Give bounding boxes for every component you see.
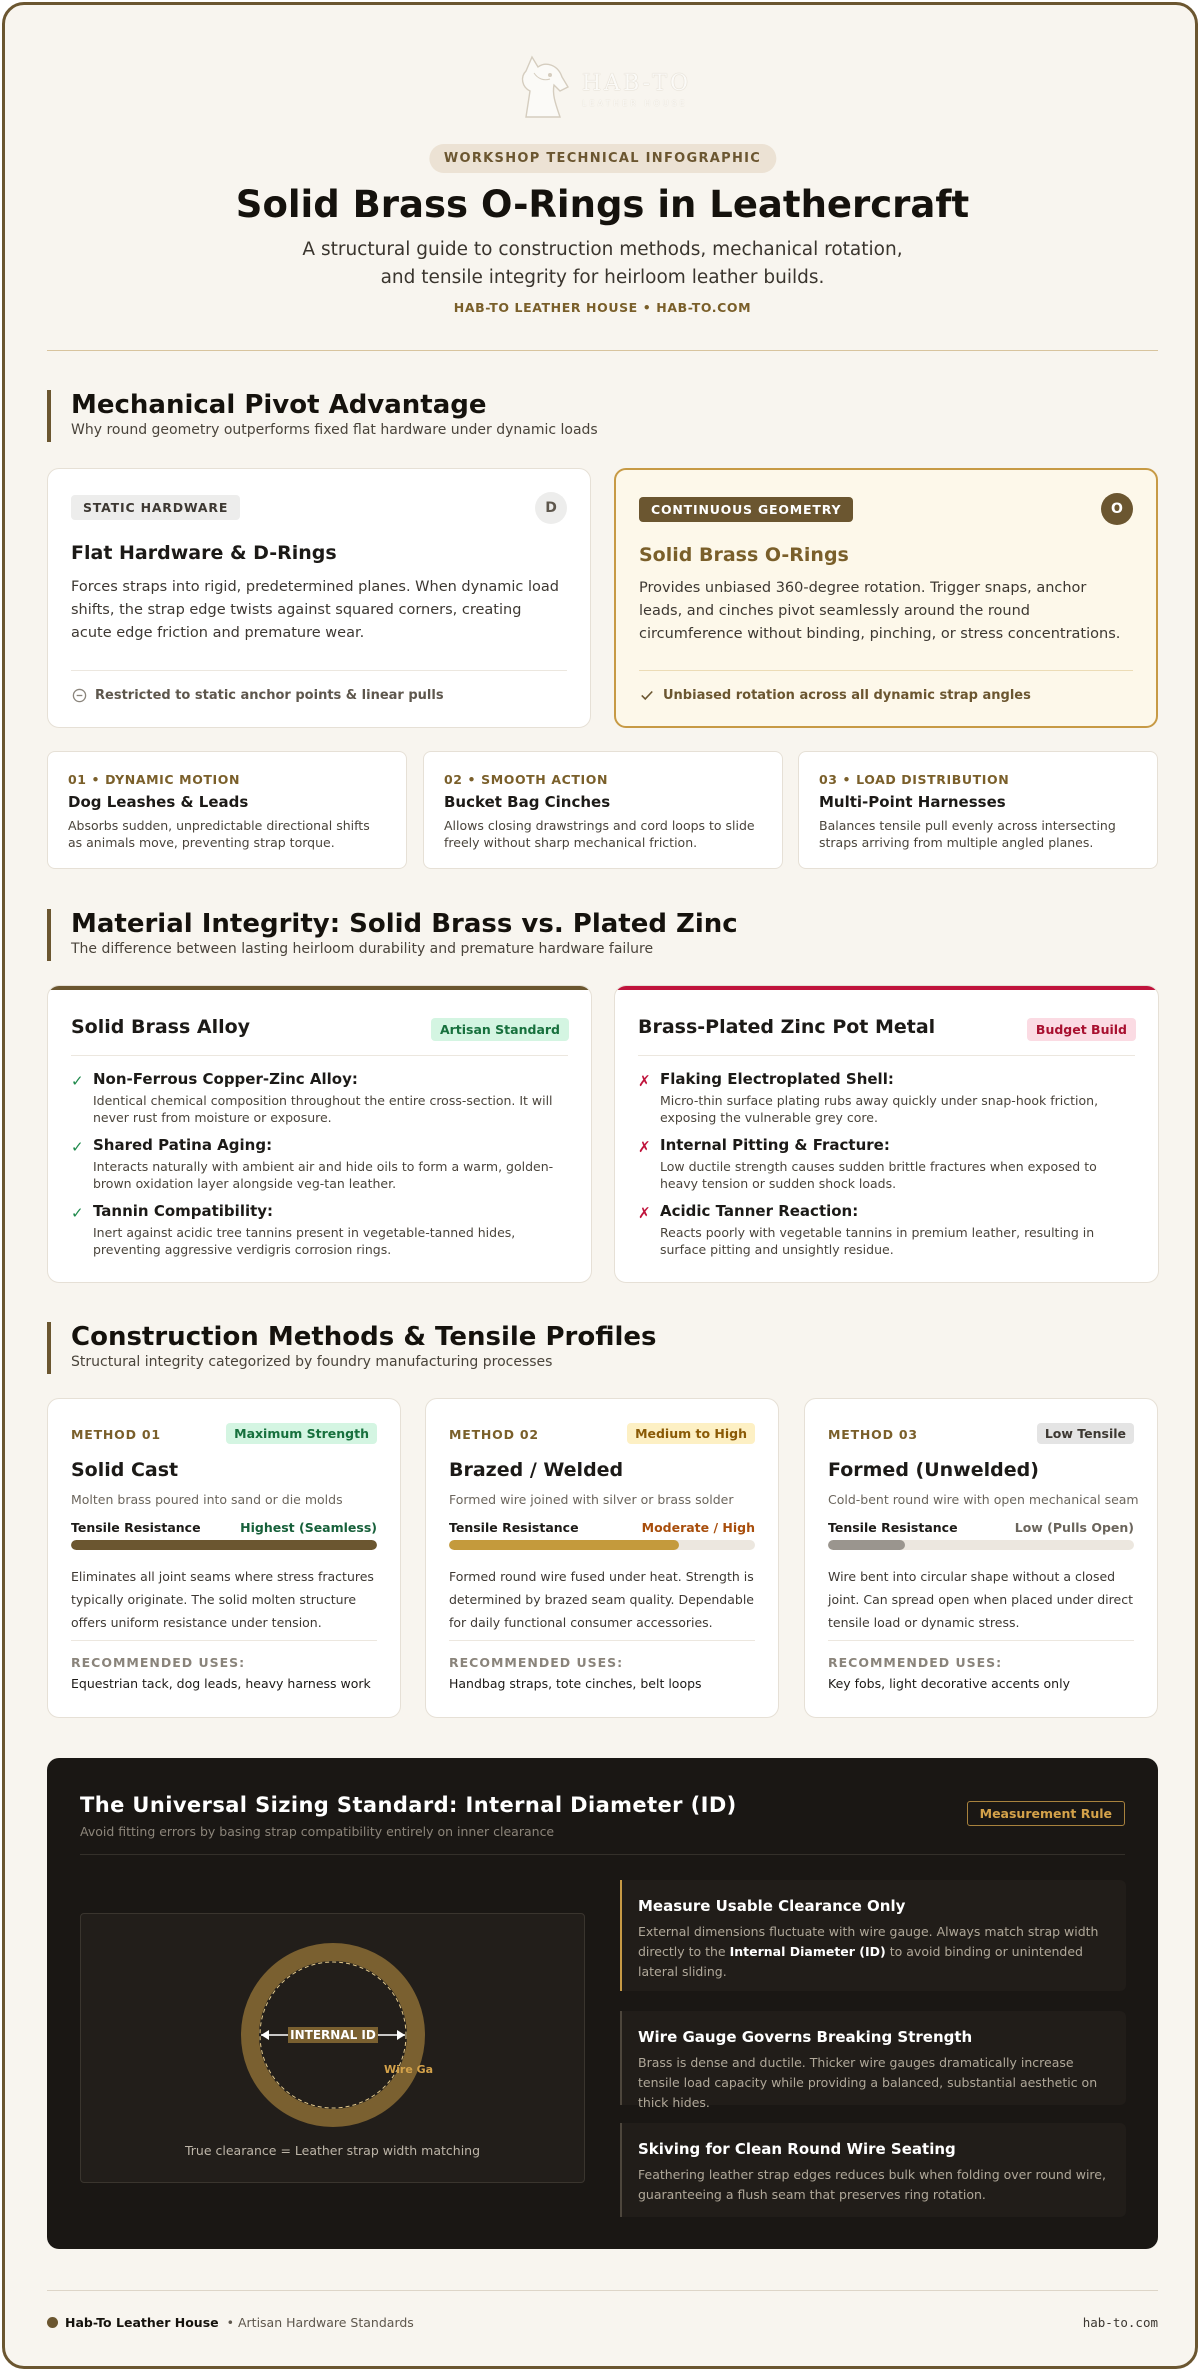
panel-title: The Universal Sizing Standard: Internal Diameter (ID) bbox=[80, 1793, 737, 1817]
use-case-body: Absorbs sudden, unpredictable directional shifts as animals move, preventing strap torque. bbox=[68, 818, 370, 850]
use-case-title: Bucket Bag Cinches bbox=[444, 793, 611, 811]
wire-gauge-label: Wire Ga bbox=[384, 2063, 434, 2076]
footnote-text: Unbiased rotation across all dynamic strap angles bbox=[663, 687, 1031, 703]
item-body: Identical chemical composition throughout the entire cross-section. It will never rust from moisture or exposure. bbox=[93, 1093, 553, 1125]
card-body: Provides unbiased 360-degree rotation. Trigger snaps, anchor leads, and cinches pivot seamlessly around the round circumference without binding, pinching, or stress concentrations. bbox=[639, 580, 1121, 642]
list-item bbox=[71, 1136, 571, 1192]
brand-dot-icon bbox=[47, 2317, 58, 2328]
item-title: Flaking Electroplated Shell: bbox=[660, 1070, 894, 1088]
page-frame bbox=[2, 2, 1198, 2369]
panel-subtitle: Avoid fitting errors by basing strap compatibility entirely on inner clearance bbox=[80, 1824, 555, 1839]
check-icon: ✓ bbox=[71, 1072, 84, 1090]
use-case-card bbox=[798, 751, 1158, 869]
continuous-geometry-badge: CONTINUOUS GEOMETRY bbox=[639, 497, 853, 522]
use-case-body: Balances tensile pull evenly across intersecting straps arriving from multiple angled planes. bbox=[819, 818, 1116, 850]
card-divider bbox=[639, 670, 1133, 671]
tensile-bar bbox=[449, 1540, 755, 1550]
budget-build-badge: Budget Build bbox=[1027, 1018, 1136, 1041]
logo-subtitle: LEATHER HOUSE bbox=[582, 99, 688, 108]
tip-title: Skiving for Clean Round Wire Seating bbox=[638, 2140, 956, 2158]
method-title: Brazed / Welded bbox=[449, 1459, 624, 1481]
item-body: Low ductile strength causes sudden brittle fractures when exposed to heavy tension or sudden shock loads. bbox=[660, 1159, 1097, 1191]
diagram-label: INTERNAL ID bbox=[290, 2028, 376, 2042]
section-title: Mechanical Pivot Advantage bbox=[71, 390, 487, 420]
use-case-kicker: 03 • LOAD DISTRIBUTION bbox=[819, 772, 1010, 787]
footer-tagline: • Artisan Hardware Standards bbox=[226, 2315, 414, 2330]
sizing-standard-panel bbox=[47, 1758, 1158, 2249]
brand-logo bbox=[512, 51, 702, 121]
tensile-value: Low (Pulls Open) bbox=[1014, 1520, 1134, 1535]
tensile-bar-fill bbox=[449, 1540, 679, 1550]
method-title: Solid Cast bbox=[71, 1459, 179, 1481]
section-subtitle: Why round geometry outperforms fixed flat hardware under dynamic loads bbox=[71, 422, 598, 438]
section-subtitle: Structural integrity categorized by foundry manufacturing processes bbox=[71, 1354, 553, 1370]
item-title: Non-Ferrous Copper-Zinc Alloy: bbox=[93, 1070, 358, 1088]
method-card-formed bbox=[804, 1398, 1158, 1718]
check-icon: ✓ bbox=[71, 1138, 84, 1156]
card-divider bbox=[71, 670, 567, 671]
use-case-card bbox=[47, 751, 407, 869]
tensile-label: Tensile Resistance bbox=[828, 1520, 958, 1535]
artisan-standard-badge: Artisan Standard bbox=[431, 1018, 569, 1041]
recommended-uses: Key fobs, light decorative accents only bbox=[828, 1676, 1070, 1691]
use-case-kicker: 01 • DYNAMIC MOTION bbox=[68, 772, 241, 787]
list-item bbox=[638, 1070, 1138, 1126]
header-divider bbox=[47, 350, 1158, 351]
method-subtitle: Molten brass poured into sand or die molds bbox=[71, 1492, 343, 1507]
infographic-tag: WORKSHOP TECHNICAL INFOGRAPHIC bbox=[429, 144, 776, 173]
section-title: Construction Methods & Tensile Profiles bbox=[71, 1322, 657, 1352]
section-methods-header bbox=[47, 1322, 656, 1374]
card-divider bbox=[71, 1055, 568, 1056]
tip-body: Feathering leather strap edges reduces bulk when folding over round wire, guaranteeing a flush seam that preserves ring rotation. bbox=[638, 2167, 1106, 2202]
d-ring-badge: D bbox=[535, 492, 567, 524]
use-case-title: Dog Leashes & Leads bbox=[68, 793, 249, 811]
sizing-tip bbox=[620, 2011, 1126, 2110]
o-ring-card bbox=[614, 468, 1158, 728]
item-body: Micro-thin surface plating rubs away quickly under snap-hook friction, exposing the vulnerable grey core. bbox=[660, 1093, 1099, 1125]
flat-hardware-card bbox=[47, 468, 591, 728]
use-case-card bbox=[423, 751, 783, 869]
section-subtitle: The difference between lasting heirloom durability and premature hardware failure bbox=[71, 941, 654, 957]
card-title: Flat Hardware & D-Rings bbox=[71, 542, 337, 564]
item-title: Internal Pitting & Fracture: bbox=[660, 1136, 890, 1154]
solid-brass-card bbox=[47, 985, 592, 1283]
page-subtitle: A structural guide to construction methods, mechanical rotation, and tensile integrity for heirloom leather builds. bbox=[302, 239, 903, 288]
cross-icon: ✗ bbox=[638, 1138, 651, 1156]
item-title: Acidic Tanner Reaction: bbox=[660, 1202, 859, 1220]
footnote-text: Restricted to static anchor points & linear pulls bbox=[95, 687, 444, 703]
strength-badge: Medium to High bbox=[627, 1423, 755, 1444]
sizing-tip bbox=[620, 1880, 1126, 1991]
tensile-label: Tensile Resistance bbox=[449, 1520, 579, 1535]
plated-zinc-card bbox=[614, 985, 1159, 1283]
recommended-uses: Handbag straps, tote cinches, belt loops bbox=[449, 1676, 702, 1691]
o-ring-badge: O bbox=[1101, 493, 1133, 525]
method-kicker: METHOD 03 bbox=[828, 1427, 918, 1442]
list-item bbox=[638, 1136, 1138, 1192]
tip-body bbox=[638, 1922, 1110, 1982]
card-divider bbox=[71, 1640, 377, 1641]
check-icon: ✓ bbox=[71, 1204, 84, 1222]
strength-badge: Low Tensile bbox=[1037, 1423, 1134, 1444]
panel-divider bbox=[80, 1854, 1125, 1855]
footer-brand bbox=[47, 2315, 414, 2330]
use-case-body: Allows closing drawstrings and cord loops to slide freely without sharp mechanical friction. bbox=[444, 818, 755, 850]
section-title: Material Integrity: Solid Brass vs. Plated Zinc bbox=[71, 909, 738, 939]
cross-icon: ✗ bbox=[638, 1072, 651, 1090]
list-item bbox=[638, 1202, 1138, 1258]
item-body: Reacts poorly with vegetable tannins in premium leather, resulting in surface pitting and unsightly residue. bbox=[660, 1225, 1095, 1257]
page-title: Solid Brass O-Rings in Leathercraft bbox=[235, 183, 970, 226]
method-body: Wire bent into circular shape without a closed joint. Can spread open when placed under direct tensile load or dynamic stress. bbox=[828, 1569, 1133, 1630]
recommended-label: RECOMMENDED USES: bbox=[71, 1655, 246, 1670]
sizing-tip bbox=[620, 2123, 1126, 2217]
o-ring-diagram bbox=[81, 1914, 586, 2129]
card-title: Brass-Plated Zinc Pot Metal bbox=[638, 1016, 936, 1038]
method-card-solid-cast bbox=[47, 1398, 401, 1718]
list-item bbox=[71, 1070, 571, 1126]
tip-body-text: External dimensions fluctuate with wire gauge. Always match strap width directly to the bbox=[638, 1924, 1099, 1959]
use-case-title: Multi-Point Harnesses bbox=[819, 793, 1006, 811]
brand-line: HAB-TO LEATHER HOUSE • HAB-TO.COM bbox=[453, 300, 752, 315]
strength-badge: Maximum Strength bbox=[226, 1423, 377, 1444]
card-divider bbox=[638, 1055, 1135, 1056]
logo-wordmark: HAB-TO bbox=[582, 71, 692, 96]
card-divider bbox=[828, 1640, 1134, 1641]
horse-head-icon bbox=[512, 51, 574, 121]
card-divider bbox=[449, 1640, 755, 1641]
item-body: Inert against acidic tree tannins present in vegetable-tanned hides, preventing aggressive verdigris corrosion rings. bbox=[93, 1225, 516, 1257]
card-accent-bar bbox=[48, 986, 591, 990]
item-title: Tannin Compatibility: bbox=[93, 1202, 274, 1220]
tensile-value: Highest (Seamless) bbox=[240, 1520, 377, 1535]
tensile-bar-fill bbox=[71, 1540, 377, 1550]
internal-diameter-diagram bbox=[80, 1913, 585, 2183]
tip-body: Brass is dense and ductile. Thicker wire gauges dramatically increase tensile load capacity while providing a balanced, substantial aesthetic on thick hides. bbox=[638, 2055, 1098, 2110]
tensile-label: Tensile Resistance bbox=[71, 1520, 201, 1535]
tensile-bar bbox=[828, 1540, 1134, 1550]
item-body: Interacts naturally with ambient air and hide oils to form a warm, golden-brown oxidation layer alongside veg-tan leather. bbox=[93, 1159, 554, 1191]
method-body: Formed round wire fused under heat. Strength is determined by brazed seam quality. Dependable for daily functional consumer accessories. bbox=[449, 1569, 754, 1630]
tip-body-text: to avoid binding or unintended lateral sliding. bbox=[638, 1944, 1083, 1979]
card-title: Solid Brass O-Rings bbox=[639, 544, 849, 566]
section-material-header bbox=[47, 909, 738, 961]
static-hardware-badge: STATIC HARDWARE bbox=[71, 495, 240, 520]
item-title: Shared Patina Aging: bbox=[93, 1136, 273, 1154]
tensile-bar-fill bbox=[828, 1540, 905, 1550]
minus-circle-icon bbox=[71, 687, 87, 703]
recommended-label: RECOMMENDED USES: bbox=[449, 1655, 624, 1670]
method-subtitle: Formed wire joined with silver or brass solder bbox=[449, 1492, 734, 1507]
tip-emphasis: Internal Diameter (ID) bbox=[729, 1944, 886, 1959]
method-title: Formed (Unwelded) bbox=[828, 1459, 1039, 1481]
cross-icon: ✗ bbox=[638, 1204, 651, 1222]
card-accent-bar bbox=[615, 986, 1158, 990]
tip-title: Measure Usable Clearance Only bbox=[638, 1897, 906, 1915]
measurement-rule-badge: Measurement Rule bbox=[967, 1801, 1125, 1826]
footer-url[interactable]: hab-to.com bbox=[1082, 2315, 1158, 2330]
card-body: Forces straps into rigid, predetermined planes. When dynamic load shifts, the strap edge twists against squared corners, creating acute edge friction and premature wear. bbox=[71, 579, 559, 641]
footer-divider bbox=[47, 2290, 1158, 2291]
card-footnote bbox=[639, 687, 1031, 703]
section-pivot-header bbox=[47, 390, 598, 442]
method-kicker: METHOD 01 bbox=[71, 1427, 161, 1442]
footer-brand-name: Hab-To Leather House bbox=[65, 2315, 219, 2330]
tip-title: Wire Gauge Governs Breaking Strength bbox=[638, 2028, 973, 2046]
method-subtitle: Cold-bent round wire with open mechanical seam bbox=[828, 1492, 1139, 1507]
recommended-uses: Equestrian tack, dog leads, heavy harness work bbox=[71, 1676, 371, 1691]
tensile-value: Moderate / High bbox=[641, 1520, 755, 1535]
recommended-label: RECOMMENDED USES: bbox=[828, 1655, 1003, 1670]
use-case-kicker: 02 • SMOOTH ACTION bbox=[444, 772, 609, 787]
method-card-brazed bbox=[425, 1398, 779, 1718]
tensile-bar bbox=[71, 1540, 377, 1550]
method-body: Eliminates all joint seams where stress fractures typically originate. The solid molten structure offers uniform resistance under tension. bbox=[71, 1569, 374, 1630]
check-icon bbox=[639, 687, 655, 703]
card-title: Solid Brass Alloy bbox=[71, 1016, 251, 1038]
card-footnote bbox=[71, 687, 444, 703]
method-kicker: METHOD 02 bbox=[449, 1427, 539, 1442]
diagram-caption: True clearance = Leather strap width matching bbox=[184, 2143, 481, 2158]
list-item bbox=[71, 1202, 571, 1258]
